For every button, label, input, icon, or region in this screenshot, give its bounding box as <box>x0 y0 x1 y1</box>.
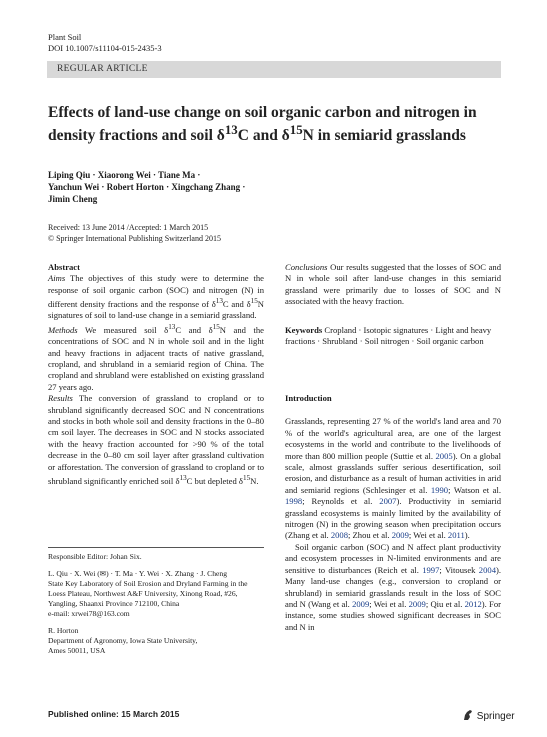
received-accepted: Received: 13 June 2014 /Accepted: 1 March 2015 <box>48 223 209 232</box>
abstract-methods: Methods We measured soil $\delta^{13}C$ and $\delta^{15}N$ and the concentrations of SOC and N in whole soil and in the light and heavy fractions in adjacent tracts of native grassland, cropland, and shrubland in a semiarid region of China. The cropland and shrubland were established on existing grassland 27 years ago. <box>48 322 264 392</box>
abstract-results: Results The conversion of grassland to cropland or to shrubland significantly decreased SOC and N concentrations and stocks in both whole soil and density fractions in the 0–80 cm soil layer. The decreases in SOC and N stocks associated with the heavy fraction accounted for >90 % of the total decrease in the 0–80 cm soil layer after grassland cultivation or afforestation. The conversion of grassland to cropland or to shrubland significantly enriched soil $\delta^{13}C$ but depleted $\delta^{15}N$. <box>48 393 264 486</box>
affiliation-1: State Key Laboratory of Soil Erosion and Dryland Farming in the Loess Plateau, Northwest A&F University, Xinong Road, #26, Yangling, Shaanxi Province 712100, China <box>48 579 248 608</box>
introduction <box>285 393 501 633</box>
abstract-aims: Aims The objectives of this study were to determine the response of soil organic carbon (SOC) and nitrogen (N) in different density fractions and the response of $\delta^{13}C$ and $\delta^{15}N$ signatures of soil to land-use change in a semiarid grassland. <box>48 273 264 321</box>
author-list <box>48 169 308 205</box>
responsible-editor: Responsible Editor: Johan Six. <box>48 552 142 561</box>
introduction-heading: Introduction <box>285 393 332 403</box>
methods-label: Methods <box>48 324 78 335</box>
aims-label: Aims <box>48 273 66 284</box>
conclusions-label: Conclusions <box>285 262 328 272</box>
copyright: © Springer International Publishing Switzerland 2015 <box>48 234 221 243</box>
publisher-name: Springer <box>476 711 515 722</box>
affiliation-1-names: L. Qiu · X. Wei (✉) · T. Ma · Y. Wei · X. Zhang · J. Cheng <box>48 569 227 578</box>
springer-horse-icon <box>462 709 474 721</box>
keywords <box>285 325 501 348</box>
journal-header <box>48 32 162 54</box>
article-dates <box>48 222 308 244</box>
results-label: Results <box>48 393 73 404</box>
keywords-label: Keywords <box>285 325 323 335</box>
springer-logo <box>462 709 515 722</box>
footnote-rule <box>48 547 264 548</box>
article-title <box>48 104 508 144</box>
authors-line: Jimin Cheng <box>48 194 98 204</box>
authors-line: Liping Qiu · Xiaorong Wei · Tiane Ma · <box>48 170 201 180</box>
article-type-banner <box>47 61 501 78</box>
authors-line: Yanchun Wei · Robert Horton · Xingchang Zhang · <box>48 182 246 192</box>
intro-paragraph-1: Grasslands, representing 27 % of the world's land area and 70 % of the world's agricultural area, are one of the largest ecosystems in the world and contribute to the livelihoods of more than 800 million people (Suttie et al. 2005). On a global scale, almost grasslands suffer serious desertification, soil erosion, and disturbance as a result of human activities in arid and semiarid regions (Schlesinger et al. 1990; Watson et al. 1998; Reynolds et al. 2007). Productivity in semiarid grassland ecosystems is mainly limited by the availability of nitrogen (N) in the growing season when precipitation occurs (Zhang et al. 2008; Zhou et al. 2009; Wei et al. 2011). <box>285 416 502 541</box>
affiliation-2-name: R. Horton <box>48 626 79 635</box>
intro-paragraph-2: Soil organic carbon (SOC) and N affect plant productivity and ecosystem processes in N-limited environments and are sensitive to disturbances (Reich et al. 1997; Vitousek 2004). Many land-use changes (e.g., conversion to cropland or shrubland) in semiarid grasslands result in the loss of SOC and N (Wang et al. 2009; Wei et al. 2009; Qiu et al. 2012). For instance, some studies showed significant decreases in SOC and N in <box>285 541 501 632</box>
affiliations <box>48 552 264 656</box>
conclusions-text: Our results suggested that the losses of SOC and N in whole soil after land-use changes in this semiarid grassland were primarily due to losses of SOC and N associated with the heavy fraction. <box>285 262 501 307</box>
affiliation-2-line: Department of Agronomy, Iowa State University, <box>48 636 198 645</box>
title-part-1: Effects of land-use change on soil organic carbon and nitrogen in density fractions and soil $\delta^{13}C$ and $\delta^{15}N$ in semiarid grasslands <box>48 104 477 145</box>
abstract-conclusions <box>285 262 501 308</box>
corresponding-email: e-mail: xrwei78@163.com <box>48 609 130 618</box>
keywords-text: Cropland · Isotopic signatures · Light and heavy fractions · Shrubland · Soil nitrogen · Soil organic carbon <box>285 325 492 347</box>
abstract-heading: Abstract <box>48 262 80 272</box>
abstract <box>48 262 264 487</box>
affiliation-2-line: Ames 50011, USA <box>48 646 106 655</box>
article-type: REGULAR ARTICLE <box>57 64 148 74</box>
journal-name: Plant Soil <box>48 32 82 42</box>
published-online: Published online: 15 March 2015 <box>48 709 180 719</box>
doi: DOI 10.1007/s11104-015-2435-3 <box>48 43 162 53</box>
